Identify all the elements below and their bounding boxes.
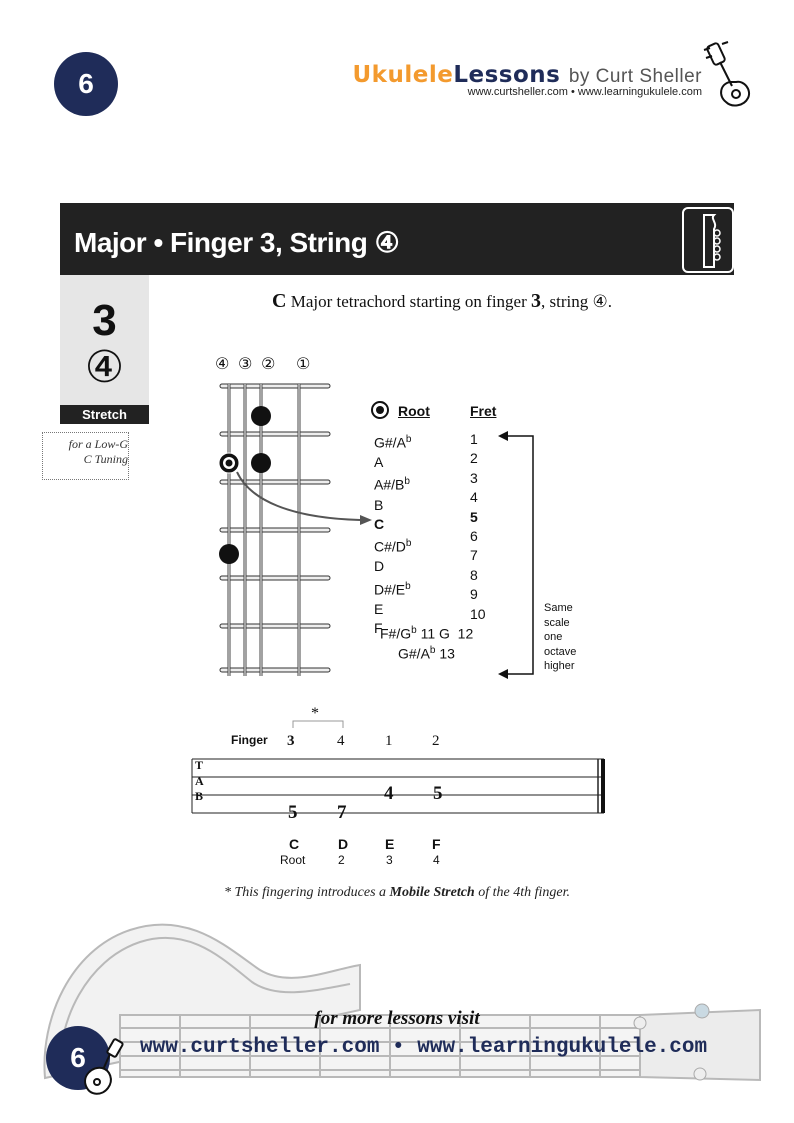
footnote: * This fingering introduces a Mobile Stretch of the 4th finger.	[224, 885, 570, 900]
note-name: F	[432, 836, 441, 852]
fret-value: 7	[470, 547, 478, 564]
note-name: D	[338, 836, 349, 852]
page-title: Major • Finger 3, String ④	[74, 227, 400, 258]
table-row-11: $F\#/G^b$ 11 G 12	[380, 625, 474, 642]
tuning-line-2: C Tuning	[83, 452, 128, 466]
fret-value: 3	[470, 469, 478, 486]
brand-urls: www.curtsheller.com • www.learningukulele.com	[467, 86, 702, 98]
tab-fret: 7	[337, 802, 347, 823]
note-name: E	[385, 836, 395, 852]
tab-fret: 5	[433, 783, 443, 804]
finger-number: 2	[432, 733, 440, 749]
stretch-bracket	[290, 718, 346, 730]
finger-label: Finger	[231, 733, 268, 747]
fret-column	[470, 430, 486, 624]
footer-ukulele-icon	[76, 1036, 130, 1100]
string-header-2: ②	[261, 354, 276, 373]
table-row-12: $G\#/A^b$ 13	[398, 645, 455, 662]
finger-number: 1	[385, 733, 393, 749]
tab-staff	[190, 756, 610, 822]
root-column	[374, 430, 411, 639]
table-row: $C\#/D^b$	[374, 538, 412, 555]
footer-page-number: 6	[46, 1026, 110, 1090]
page-number-badge: 6	[54, 52, 118, 116]
note-name: C	[289, 836, 300, 852]
footer-visit-text: for more lessons visit	[314, 1008, 480, 1029]
footer-urls[interactable]: www.curtsheller.com • www.learningukulele.com	[140, 1036, 708, 1059]
fret-value: 10	[470, 605, 486, 622]
scale-degree: Root	[280, 853, 306, 867]
table-row: C	[374, 515, 385, 532]
finger-number: 3	[287, 733, 295, 749]
table-row: B	[374, 496, 384, 513]
ukulele-head-icon	[682, 207, 734, 273]
fret-value: 8	[470, 566, 478, 583]
brand-name: UkuleleLessons by Curt Sheller	[352, 62, 702, 88]
table-row: D	[374, 558, 385, 575]
fret-value: 1	[470, 431, 478, 447]
table-row: $G\#/A^b$	[374, 434, 412, 451]
table-row: A	[374, 454, 384, 471]
fret-value: 6	[470, 528, 478, 545]
fret-value: 9	[470, 586, 478, 603]
fret-value: 2	[470, 450, 478, 467]
tuning-note	[42, 432, 129, 480]
side-string-number: ④	[84, 342, 125, 393]
string-header-1: ①	[296, 354, 311, 373]
fret-value: 5	[470, 508, 478, 525]
ukulele-logo-icon	[700, 40, 756, 116]
tuning-line-1: for a Low-G	[68, 437, 128, 451]
string-header-4: ④	[215, 354, 230, 373]
stretch-label: Stretch	[60, 405, 149, 424]
table-row: E	[374, 600, 384, 617]
scale-degree: 2	[338, 853, 345, 867]
tab-fret: 4	[384, 783, 394, 804]
scale-degree: 3	[386, 853, 393, 867]
tab-fret: 5	[288, 802, 298, 823]
tab-labels: T A B	[195, 758, 204, 803]
fret-value: 4	[470, 489, 478, 506]
table-header-root: Root	[398, 403, 430, 419]
table-row: F	[374, 620, 383, 637]
scale-degree: 4	[433, 853, 440, 867]
finger-number: 4	[337, 733, 345, 749]
string-header-3: ③	[238, 354, 253, 373]
table-row: $D\#/E^b$	[374, 580, 411, 598]
brand-logo	[353, 62, 703, 98]
octave-note: Same scale one octave higher	[544, 602, 577, 672]
stretch-star: *	[311, 705, 319, 722]
subtitle: C Major tetrachord starting on finger 3, string ④.	[272, 290, 612, 312]
side-finger-number: 3	[92, 296, 117, 345]
table-header-fret: Fret	[470, 403, 497, 419]
table-row: $A\#/B^b$	[374, 476, 410, 494]
